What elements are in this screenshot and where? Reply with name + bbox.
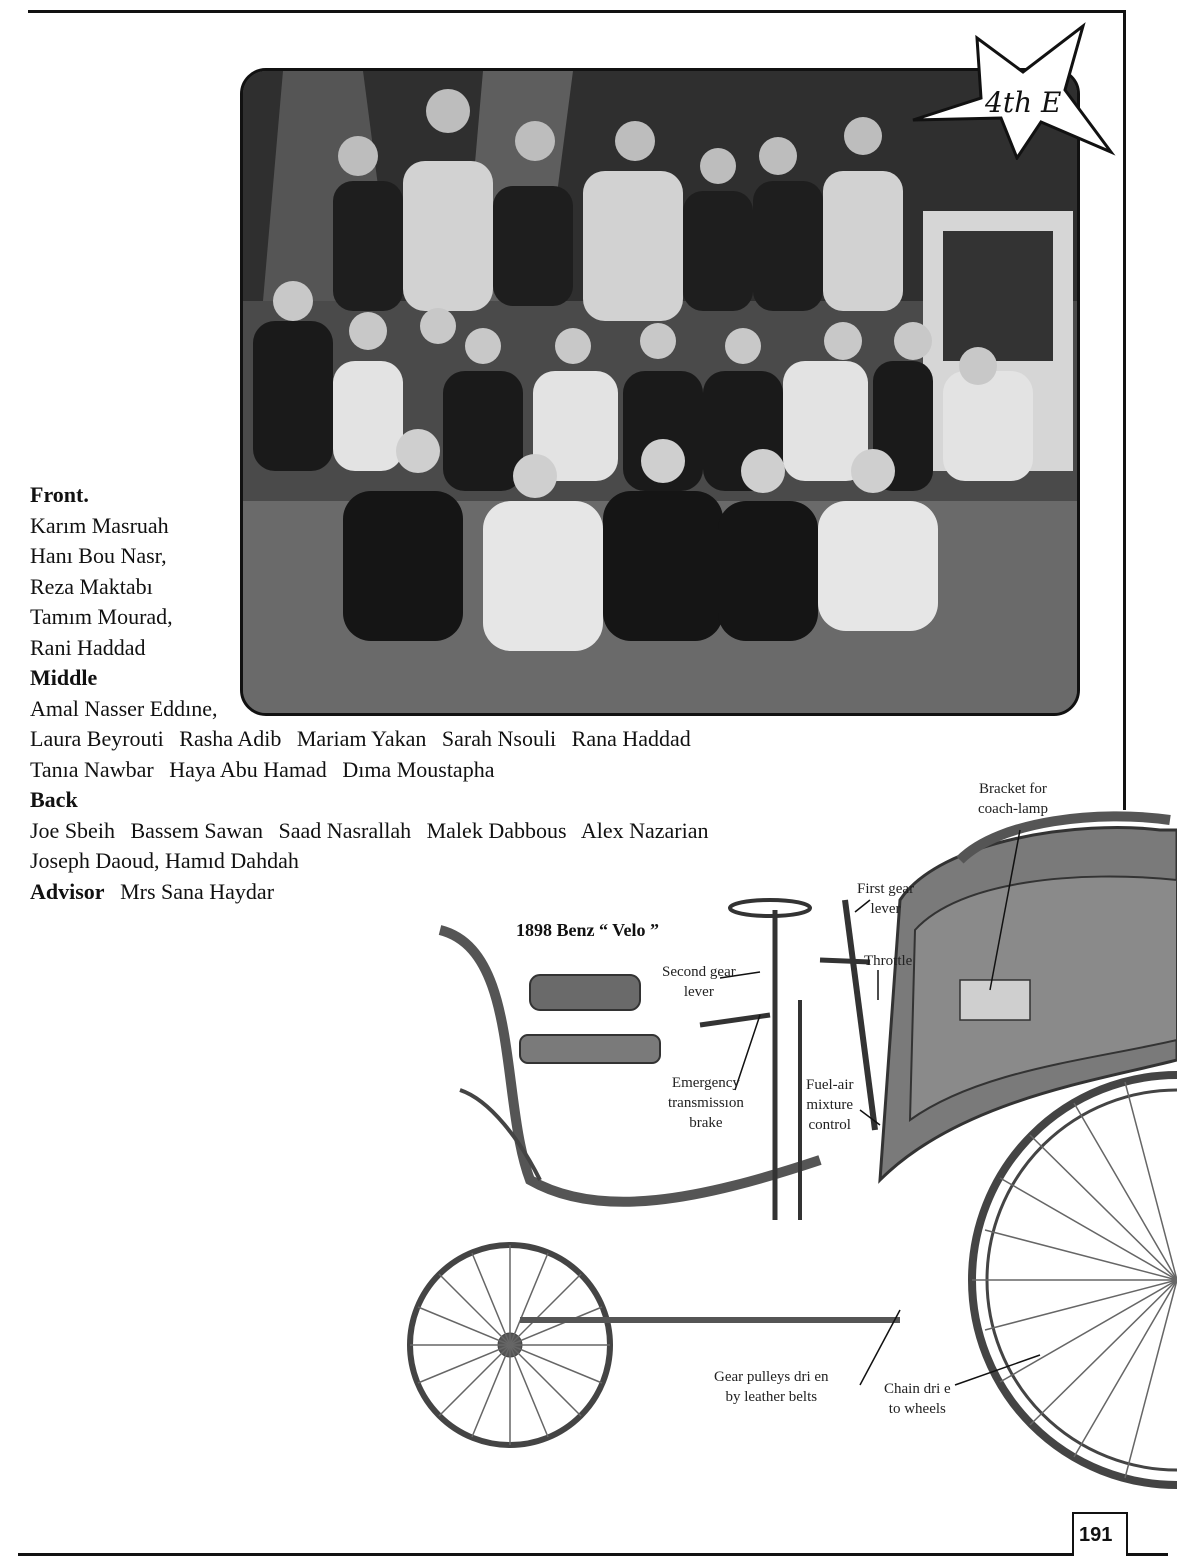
- middle-name: Dıma Moustapha: [342, 756, 495, 782]
- middle-name: Rasha Adib: [179, 726, 282, 751]
- front-name: Reza Maktabı: [30, 573, 153, 599]
- front-heading: Front.: [30, 482, 89, 507]
- back-name: Bassem Sawan: [130, 817, 264, 843]
- label-gear-pulleys: Gear pulleys dri en by leather belts: [714, 1369, 829, 1405]
- front-name: Karım Masruah: [30, 512, 169, 538]
- back-name: Malek Dabbous: [426, 817, 567, 843]
- page-frame-top: [28, 10, 1126, 13]
- advisor-name: Mrs Sana Haydar: [120, 878, 275, 904]
- middle-name: Haya Abu Hamad: [169, 756, 327, 782]
- front-name: Hanı Bou Nasr,: [30, 543, 167, 568]
- label-chain-drive: Chain dri e to wheels: [884, 1381, 951, 1417]
- back-line: Joseph Daoud, Hamıd Dahdah: [30, 848, 299, 873]
- middle-name: Sarah Nsouli: [441, 726, 557, 751]
- middle-line: [30, 724, 718, 755]
- front-name: Rani Haddad: [30, 634, 146, 660]
- middle-heading: Middle: [30, 665, 98, 690]
- front-name: Tamım Mourad,: [30, 604, 173, 629]
- label-fuel-air-mixture: Fuel-air mixture control: [806, 1077, 854, 1133]
- page-number: 191: [1079, 1524, 1113, 1546]
- back-name: Alex Nazarian: [580, 817, 709, 843]
- middle-name: Mariam Yakan: [296, 726, 427, 751]
- middle-line: [30, 755, 718, 786]
- advisor-heading: Advisor: [30, 878, 105, 904]
- middle-line: Amal Nasser Eddıne,: [30, 695, 218, 721]
- middle-name: Tanıa Nawbar: [30, 756, 154, 782]
- label-second-gear-lever: Second gear lever: [662, 964, 736, 1000]
- back-heading: Back: [30, 787, 78, 812]
- middle-name: Laura Beyrouti: [30, 726, 164, 751]
- label-first-gear-lever: First gear lever: [857, 881, 915, 917]
- class-tag: 4th E: [985, 86, 1062, 119]
- back-name: Saad Nasrallah: [278, 817, 412, 843]
- benz-velo-illustration: [400, 800, 1177, 1560]
- label-emergency-brake: Emergency transmissıon brake: [668, 1075, 744, 1131]
- page-frame-right: [1123, 10, 1126, 810]
- label-throttle: Throttle: [864, 953, 913, 969]
- middle-name: Rana Haddad: [571, 726, 691, 751]
- label-bracket-coach-lamp: Bracket for coach-lamp: [978, 781, 1048, 817]
- car-title: 1898 Benz “ Velo ”: [516, 920, 660, 940]
- back-name: Joe Sbeih: [30, 817, 115, 843]
